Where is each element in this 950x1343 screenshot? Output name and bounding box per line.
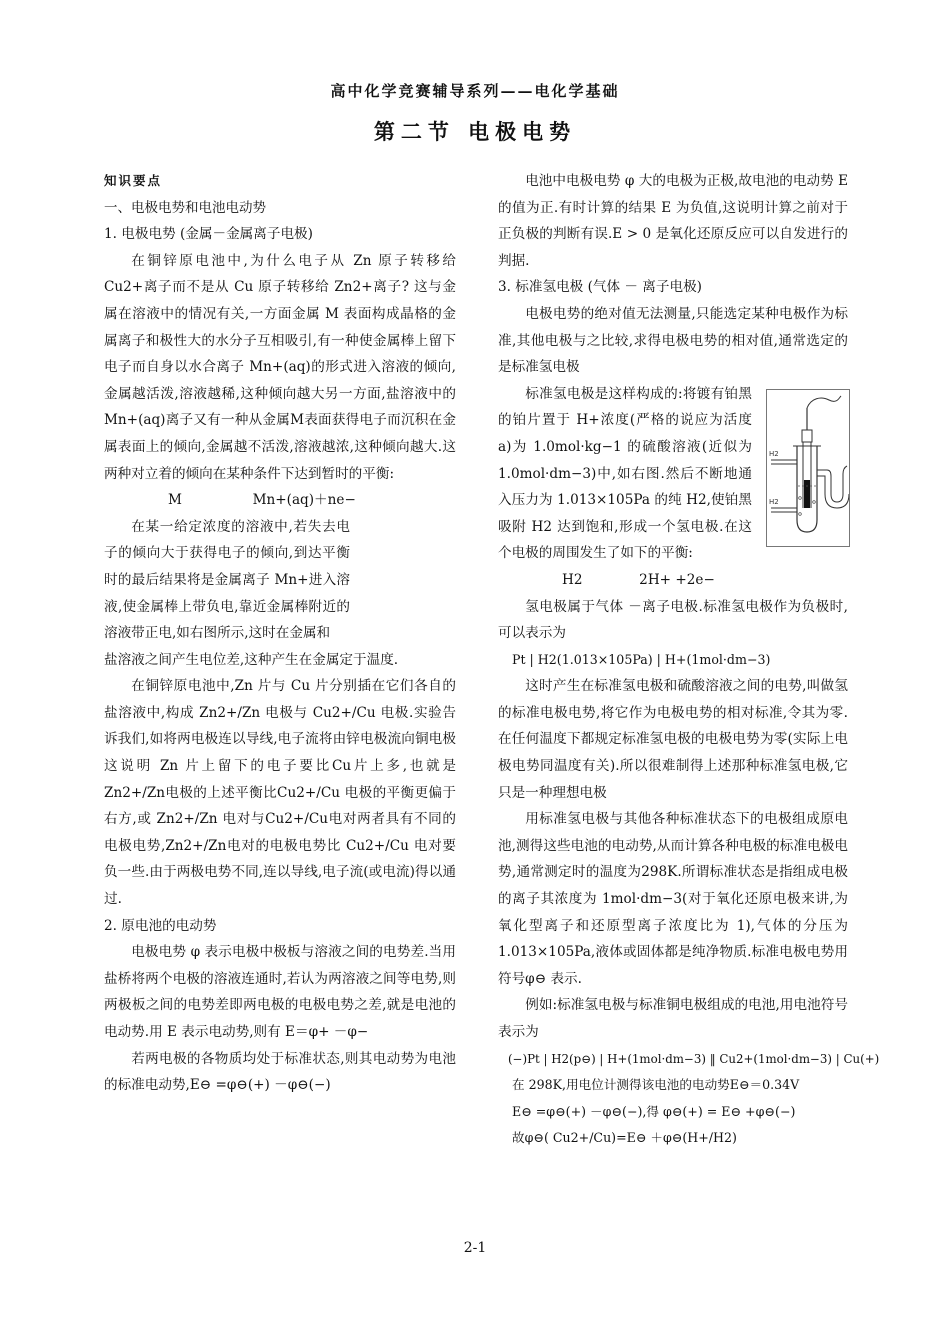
equation-right: Mn+(aq)＋ne− <box>252 492 356 509</box>
paragraph: 电极电势的绝对值无法测量,只能选定某种电极作为标准,其他电极与之比较,求得电极电势的相对值,通常选定的是标准氢电极 <box>498 305 848 376</box>
paragraph: 例如:标准氢电极与标准铜电极组成的电池,用电池符号表示为 <box>498 997 848 1040</box>
paragraph: 盐溶液之间产生电位差,这种产生在金属定于温度. <box>104 651 399 668</box>
gas-label: H2 <box>769 498 779 506</box>
paragraph: 用标准氢电极与其他各种标准状态下的电极组成原电池,测得这些电池的电动势,从而计算各种电极的标准电极电势,通常测定时的温度为298K.所谓标准状态是指组成电极的离子其浓度为 1mol·dm−3(对于氧化还原电极来讲,为氧化型离子和还原型离子浓度比为 1),气体的分压为1.013×105Pa,液体或固体都是纯净物质.标准电极电势用符号φ⊖ 表示. <box>498 811 848 987</box>
paragraph: 标准氢电极是这样构成的:将镀有铂黑的铂片置于 H+浓度(严格的说应为活度 a)为 1.0mol·kg−1 的硫酸溶液(近似为1.0mol·dm−3)中,如右图.然后不断地通入压力为 1.013×105Pa 的纯 H2,使铂黑吸附 H2 达到饱和,形成一个氢电极.在这个电极的周围发生了如下的平衡: <box>498 385 752 562</box>
left-column <box>104 168 456 1099</box>
equation-left: H2 <box>562 571 583 588</box>
equation-left: M <box>168 492 182 509</box>
paragraph: 若两电极的各物质均处于标准状态,则其电动势为电池的标准电动势,E⊖ =φ⊖(+) －φ⊖(−) <box>104 1050 456 1094</box>
paragraph: 在铜锌原电池中,Zn 片与 Cu 片分别插在它们各自的盐溶液中,构成 Zn2+/Zn 电极与 Cu2+/Cu 电极.实验告诉我们,如将两电极连以导线,电子流将由锌电极流向铜电极这说明 Zn 片上留下的电子要比Cu片上多,也就是Zn2+/Zn电极的上述平衡比Cu2+/Cu 电极的平衡更偏于右方,或 Zn2+/Zn 电对与Cu2+/Cu电对两者具有不同的电极电势,Zn2+/Zn电对的电极电势比 Cu2+/Cu 电对要负一些.由于两极电势不同,连以导线,电子流(或电流)得以通过. <box>104 678 456 908</box>
series-header: 高中化学竞赛辅导系列——电化学基础 <box>330 82 620 100</box>
item-heading-2: 2. 原电池的电动势 <box>104 917 217 934</box>
cell-notation: (−)Pt | H2(p⊖) | H+(1mol·dm−3) ‖ Cu2+(1mol·dm−3) | Cu(+) <box>508 1051 880 1066</box>
knowledge-points-heading: 知识要点 <box>104 173 163 188</box>
equation-right: 2H+ +2e− <box>639 571 715 588</box>
equation-line: E⊖ =φ⊖(+) －φ⊖(−),得 φ⊖(+) = E⊖ +φ⊖(−) <box>512 1103 796 1119</box>
item-heading-3: 3. 标准氢电极 (气体 － 离子电极) <box>498 279 702 296</box>
page-number: 2-1 <box>463 1240 487 1256</box>
equation-line: 故φ⊖( Cu2+/Cu)=E⊖ ＋φ⊖(H+/H2) <box>512 1130 737 1146</box>
paragraph: 在某一给定浓度的溶液中,若失去电子的倾向大于获得电子的倾向,到达平衡时的最后结果将是金属离子 Mn+进入溶液,使金属棒上带负电,靠近金属棒附近的溶液带正电,如右图所示,这时在金属和 <box>104 518 350 642</box>
right-column <box>498 168 880 1152</box>
paragraph: 这时产生在标准氢电极和硫酸溶液之间的电势,叫做氢的标准电极电势,将它作为电极电势的相对标准,令其为零.在任何温度下都规定标准氢电极的电极电势为零(实际上电极电势同温度有关).所以很难制得上述那种标准氢电极,它只是一种理想电极 <box>498 678 848 801</box>
page-title: 第二节 电极电势 <box>373 119 577 144</box>
paragraph: 在铜锌原电池中,为什么电子从 Zn 原子转移给 Cu2+离子而不是从 Cu 原子转移给 Zn2+离子? 这与金属在溶液中的情况有关,一方面金属 M 表面构成晶格的金属离子和极性大的水分子互相吸引,有一种使金属棒上留下电子而自身以水合离子 Mn+(aq)的形式进入溶液的倾向,金属越活泼,溶液越稀,这种倾向越大另一方面,盐溶液中的Mn+(aq)离子又有一种从金属M表面获得电子而沉积在金属表面上的倾向,金属越不活泼,溶液越浓,这种倾向越大.这两种对立着的倾向在某种条件下达到暂时的平衡: <box>104 252 456 482</box>
paragraph: 电池中电极电势 φ 大的电极为正极,故电池的电动势 E 的值为正.有时计算的结果 E 为负值,这说明计算之前对于正负极的判断有误.E > 0 是氧化还原反应可以自发进行的判据. <box>498 173 848 269</box>
section-heading-1: 一、电极电势和电池电动势 <box>104 199 266 216</box>
cell-notation: Pt | H2(1.013×105Pa) | H+(1mol·dm−3) <box>512 651 771 667</box>
paragraph: 氢电极属于气体 －离子电极.标准氢电极作为负极时,可以表示为 <box>498 598 848 642</box>
equilibrium-equation <box>104 487 456 514</box>
gas-label: H2 <box>769 450 779 458</box>
hydrogen-electrode-diagram <box>767 390 849 546</box>
hydrogen-electrode-figure <box>766 389 850 547</box>
equation-line: 在 298K,用电位计测得该电池的电动势E⊖＝0.34V <box>512 1077 800 1093</box>
paragraph: 电极电势 φ 表示电极中极板与溶液之间的电势差.当用盐桥将两个电极的溶液连通时,若认为两溶液之间等电势,则两极板之间的电势差即两电极的电极电势之差,就是电池的电动势.用 E 表示电动势,则有 E＝φ+ －φ− <box>104 944 456 1040</box>
item-heading-1: 1. 电极电势 (金属－金属离子电极) <box>104 226 313 243</box>
hydrogen-equilibrium-equation <box>498 567 848 594</box>
